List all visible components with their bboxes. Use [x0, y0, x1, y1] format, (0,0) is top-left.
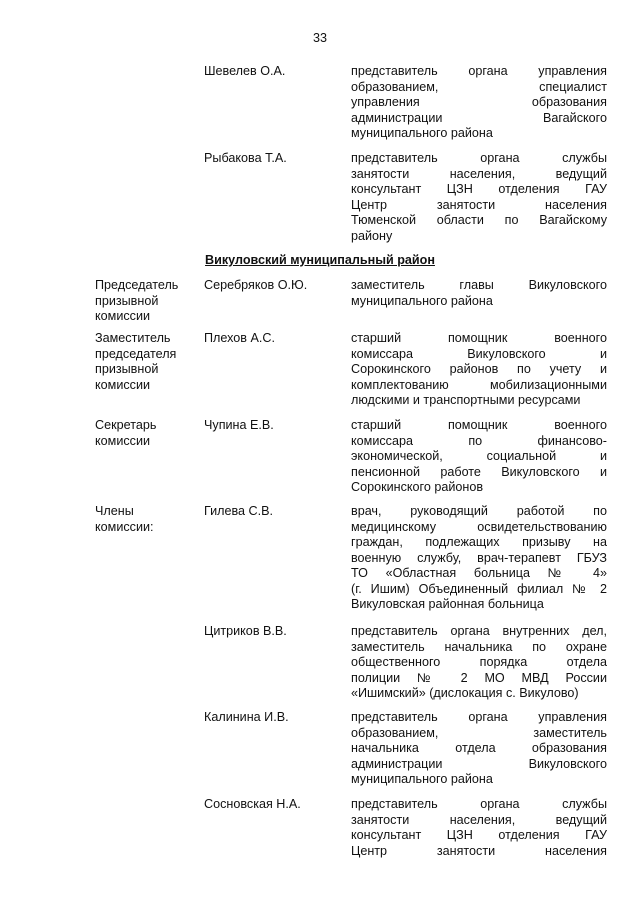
member-description: [351, 418, 607, 496]
description-line: представитель органа службы: [351, 151, 607, 165]
description-line: представитель органа управления: [351, 64, 607, 78]
description-line: Центр занятости населения: [351, 197, 607, 212]
member-name: Чупина Е.В.: [204, 418, 274, 432]
member-description: [351, 64, 607, 142]
role-line: комиссии: [95, 433, 151, 448]
description-line: району: [351, 228, 393, 243]
member-description: [351, 710, 607, 788]
description-line: старший помощник военного: [351, 418, 607, 432]
role-line: призывной: [95, 362, 159, 376]
description-line: муниципального района: [351, 293, 493, 308]
member-description: [351, 331, 607, 409]
description-line: заместитель главы Викуловского: [351, 278, 607, 292]
description-line: полиции № 2 МО МВД России: [351, 670, 607, 685]
description-line: представитель органа управления: [351, 710, 607, 724]
member-description: [351, 151, 607, 244]
description-line: Викуловская районная больница: [351, 597, 544, 611]
role-line: Секретарь: [95, 418, 157, 432]
description-line: Центр занятости населения: [351, 843, 607, 858]
member-role: [95, 504, 195, 535]
description-line: общественного порядка отдела: [351, 655, 607, 669]
description-line: «Ишимский» (дислокация с. Викулово): [351, 686, 579, 700]
description-line: администрации Вагайского: [351, 110, 607, 125]
member-description: [351, 624, 607, 702]
member-description: [351, 797, 607, 859]
member-description: [351, 278, 607, 309]
description-line: Сорокинского районов по учету и: [351, 362, 607, 376]
member-name: Гилева С.В.: [204, 504, 274, 518]
description-line: комиссара Викуловского и: [351, 346, 607, 361]
member-name: Калинина И.В.: [204, 710, 289, 724]
role-line: призывной: [95, 293, 159, 308]
member-description: [351, 504, 607, 613]
role-line: Заместитель: [95, 331, 171, 345]
description-line: занятости населения, ведущий: [351, 812, 607, 827]
description-line: Тюменской области по Вагайскому: [351, 213, 607, 227]
description-line: людскими и транспортными ресурсами: [351, 393, 581, 407]
description-line: граждан, подлежащих призыву на: [351, 535, 607, 549]
description-line: военную службу, врач-терапевт ГБУЗ: [351, 550, 607, 565]
member-name: Сосновская Н.А.: [204, 797, 301, 811]
role-line: комиссии: [95, 377, 151, 392]
member-role: [95, 418, 195, 449]
description-line: занятости населения, ведущий: [351, 166, 607, 181]
description-line: врач, руководящий работой по: [351, 504, 607, 518]
member-name: Серебряков О.Ю.: [204, 278, 308, 292]
member-role: [95, 331, 195, 393]
description-line: комплектованию мобилизационными: [351, 377, 607, 392]
page-number: 33: [312, 31, 327, 45]
description-line: муниципального района: [351, 772, 493, 786]
description-line: муниципального района: [351, 126, 493, 140]
description-line: начальника отдела образования: [351, 741, 607, 755]
description-line: управления образования: [351, 95, 607, 109]
description-line: консультант ЦЗН отделения ГАУ: [351, 828, 607, 842]
description-line: Сорокинского районов: [351, 480, 484, 494]
description-line: медицинскому освидетельствованию: [351, 519, 607, 534]
description-line: комиссара по финансово-: [351, 433, 607, 448]
role-line: комиссии:: [95, 519, 154, 534]
description-line: образованием, специалист: [351, 79, 607, 94]
description-line: представитель органа службы: [351, 797, 607, 811]
role-line: Председатель: [95, 278, 179, 292]
member-name: Цитриков В.В.: [204, 624, 287, 638]
description-line: экономической, социальной и: [351, 449, 607, 463]
member-name: Рыбакова Т.А.: [204, 151, 287, 165]
role-line: Члены: [95, 504, 134, 518]
member-role: [95, 278, 195, 325]
description-line: администрации Викуловского: [351, 756, 607, 771]
role-line: председателя: [95, 346, 177, 361]
description-line: старший помощник военного: [351, 331, 607, 345]
description-line: ТО «Областная больница № 4»: [351, 566, 607, 580]
description-line: представитель органа внутренних дел,: [351, 624, 607, 638]
member-name: Шевелев О.А.: [204, 64, 286, 78]
description-line: образованием, заместитель: [351, 725, 607, 740]
member-name: Плехов А.С.: [204, 331, 275, 345]
description-line: пенсионной работе Викуловского и: [351, 464, 607, 479]
role-line: комиссии: [95, 309, 151, 323]
description-line: консультант ЦЗН отделения ГАУ: [351, 182, 607, 196]
section-title: Викуловский муниципальный район: [205, 253, 435, 267]
description-line: заместитель начальника по охране: [351, 639, 607, 654]
description-line: (г. Ишим) Объединенный филиал № 2: [351, 581, 607, 596]
